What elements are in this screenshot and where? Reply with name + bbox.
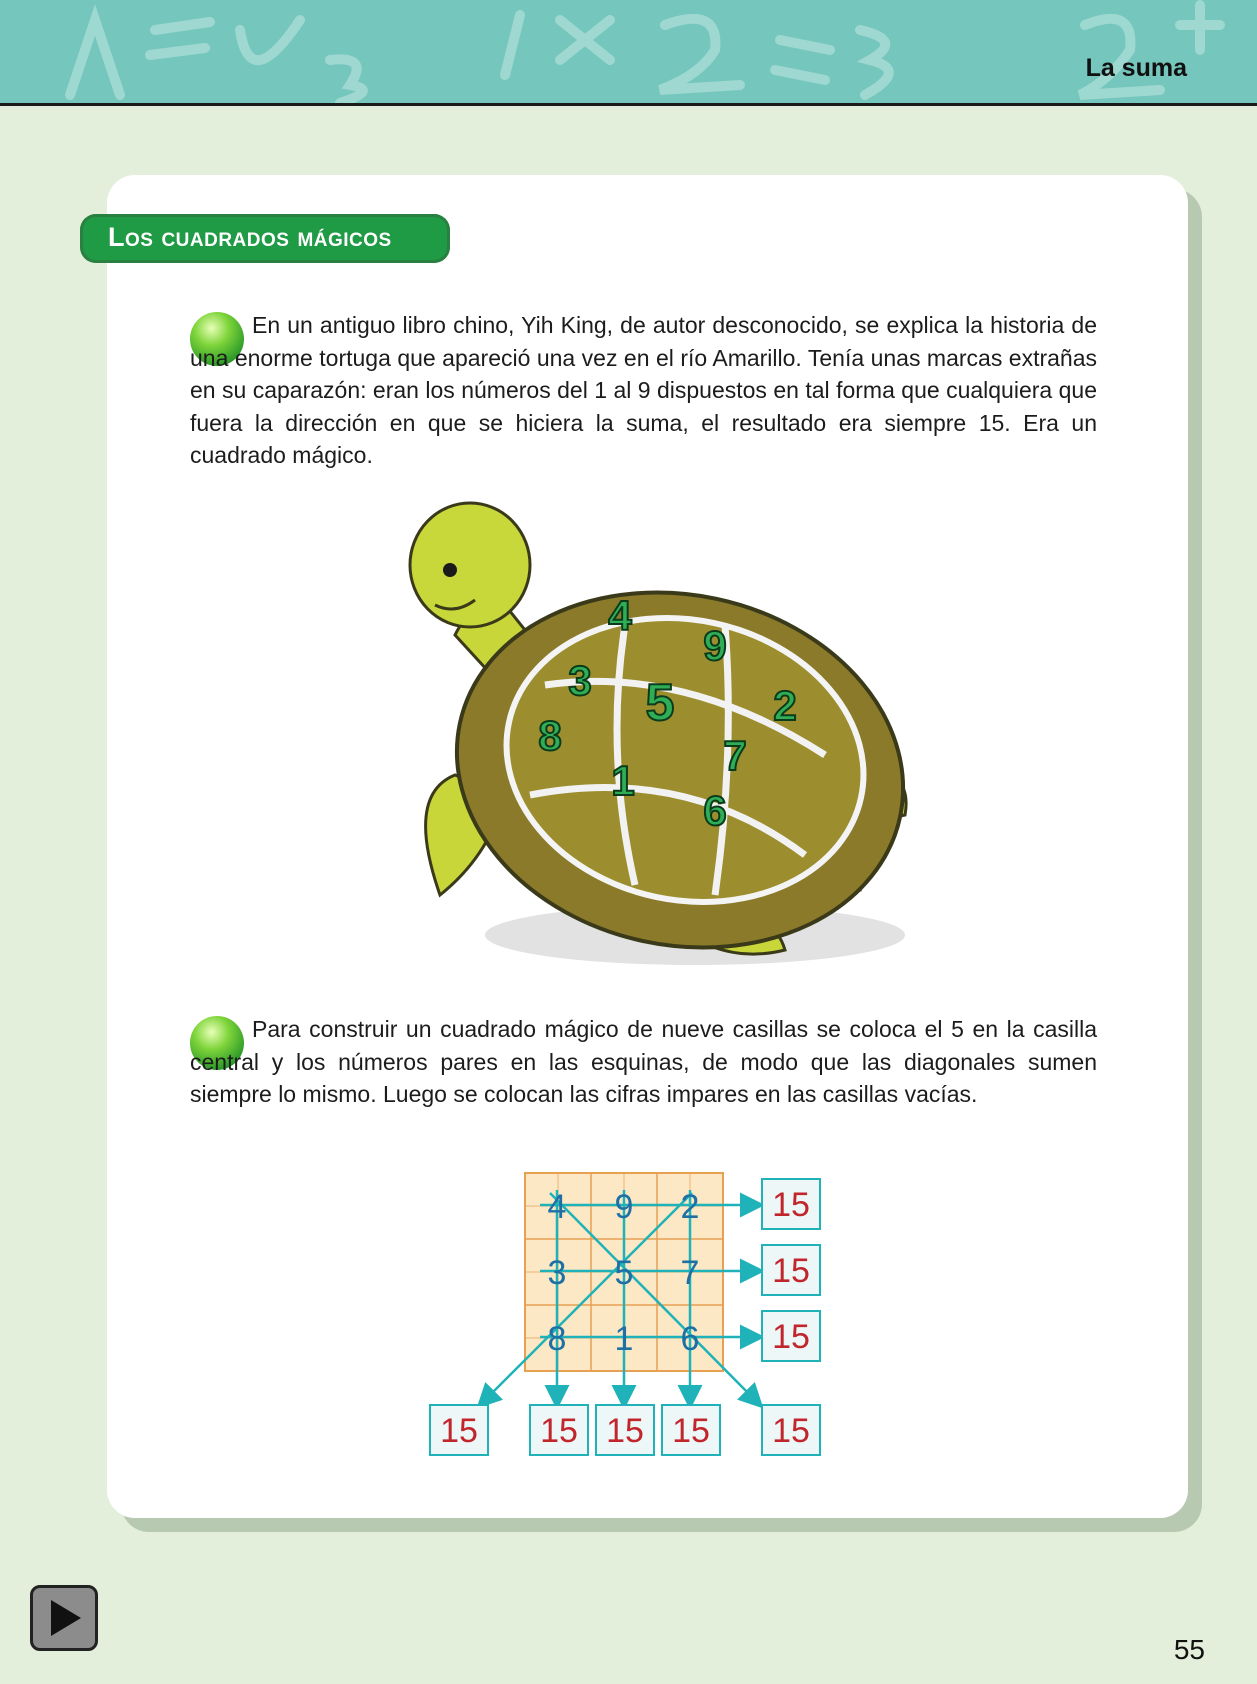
- shell-number: 7: [723, 732, 747, 779]
- play-icon: [33, 1588, 95, 1648]
- play-button[interactable]: [30, 1585, 98, 1651]
- sum-label: 15: [772, 1186, 810, 1224]
- sum-label: 15: [772, 1412, 810, 1450]
- page-header: [0, 0, 1257, 106]
- shell-number: 5: [645, 674, 675, 732]
- page-number: 55: [1173, 1634, 1205, 1665]
- shell-number: 6: [703, 787, 727, 834]
- sum-label: 15: [772, 1318, 810, 1356]
- magic-square-diagram: [420, 1165, 840, 1465]
- square-cell: 6: [680, 1320, 700, 1358]
- chapter-title: La suma: [1085, 54, 1187, 82]
- paragraph-intro: En un antiguo libro chino, Yih King, de autor desconocido, se explica la historia de una enorme tortuga que apareció una vez en el río Amarillo. Tenía unas marcas extrañas en su caparazón: eran los números del 1 al 9 dispuestos en tal forma que cualquiera que fuera la dirección en que se hiciera la suma, el resultado era siempre 15. Era un cuadrado mágico.: [190, 312, 1097, 468]
- shell-number: 9: [703, 622, 727, 669]
- square-cell: 9: [614, 1188, 634, 1226]
- square-cell: 5: [614, 1254, 634, 1292]
- header-decoration: [0, 0, 1257, 103]
- square-cell: 2: [680, 1188, 700, 1226]
- square-cell: 7: [680, 1254, 700, 1292]
- sum-label: 15: [772, 1252, 810, 1290]
- shell-number: 4: [608, 592, 632, 639]
- paragraph-method: Para construir un cuadrado mágico de nueve casillas se coloca el 5 en la casilla central y los números pares en las esquinas, de modo que las diagonales sumen siempre lo mismo. Luego se colocan las cifras impares en las casillas vacías.: [190, 1016, 1097, 1107]
- square-cell: 4: [547, 1188, 567, 1226]
- shell-number: 2: [773, 682, 797, 729]
- sum-label: 15: [440, 1412, 478, 1450]
- section-title: Los cuadrados mágicos: [108, 222, 392, 252]
- shell-number: 1: [611, 757, 635, 804]
- shell-number: 8: [538, 712, 562, 759]
- square-cell: 8: [547, 1320, 567, 1358]
- square-cell: 1: [614, 1320, 634, 1358]
- shell-number: 3: [568, 657, 592, 704]
- sum-label: 15: [606, 1412, 644, 1450]
- turtle-illustration: [395, 495, 925, 975]
- square-cell: 3: [547, 1254, 567, 1292]
- sum-label: 15: [540, 1412, 578, 1450]
- sum-label: 15: [672, 1412, 710, 1450]
